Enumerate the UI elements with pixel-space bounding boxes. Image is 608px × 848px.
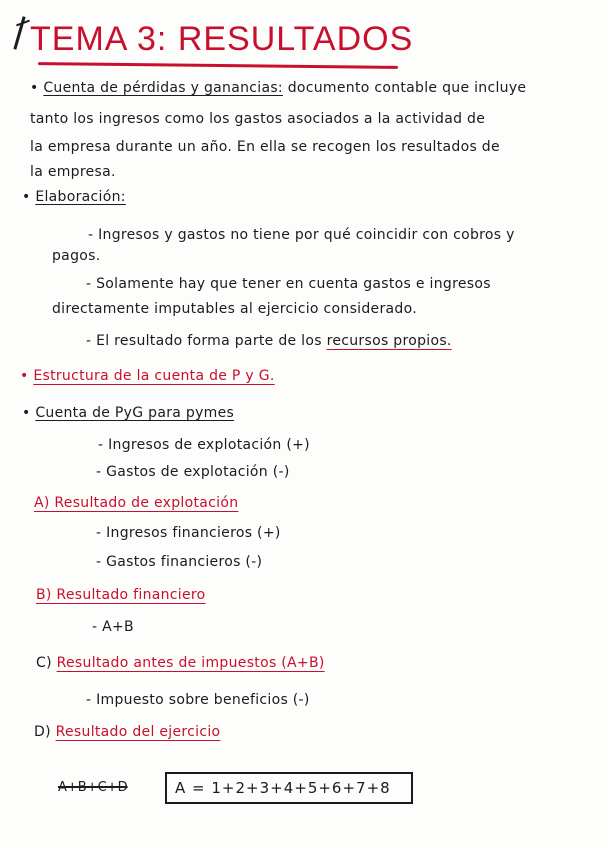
estructura-heading: • Estructura de la cuenta de P y G. <box>20 368 275 384</box>
intro-line-3: la empresa durante un año. En ella se recogen los resultados de <box>30 139 500 155</box>
intro-line-1: • Cuenta de pérdidas y ganancias: documento contable que incluye <box>30 80 527 96</box>
ingresos-financieros: - Ingresos financieros (+) <box>96 525 281 541</box>
page-title: TEMA 3: RESULTADOS <box>30 20 414 58</box>
resultado-ejercicio-label: D) Resultado del ejercicio <box>34 724 221 740</box>
elaboracion-item-1-cont: pagos. <box>52 248 101 264</box>
impuesto-beneficios: - Impuesto sobre beneficios (-) <box>86 692 310 708</box>
formula-text: A = 1+2+3+4+5+6+7+8 <box>175 779 391 797</box>
intro-line-4: la empresa. <box>30 164 116 180</box>
ingresos-explotacion: - Ingresos de explotación (+) <box>98 437 310 453</box>
intro-term: Cuenta de pérdidas y ganancias: <box>43 80 283 96</box>
intro-line-2: tanto los ingresos como los gastos asociados a la actividad de <box>30 111 486 127</box>
recursos-propios-term: recursos propios. <box>326 333 452 349</box>
elaboracion-item-2: - Solamente hay que tener en cuenta gastos e ingresos <box>86 276 491 292</box>
elaboracion-item-2-cont: directamente imputables al ejercicio considerado. <box>52 301 417 317</box>
elaboracion-item-3: - El resultado forma parte de los recursos propios. <box>86 333 452 349</box>
struck-text: A+B+C+D <box>58 780 128 795</box>
gastos-financieros: - Gastos financieros (-) <box>96 554 263 570</box>
gastos-explotacion: - Gastos de explotación (-) <box>96 464 290 480</box>
elaboracion-item-1: - Ingresos y gastos no tiene por qué coincidir con cobros y <box>88 227 515 243</box>
title-underline <box>38 62 398 69</box>
formula-box <box>165 772 413 804</box>
elaboracion-heading: • Elaboración: <box>22 189 126 205</box>
a-plus-b: - A+B <box>92 619 134 635</box>
resultado-explotacion-label: A) Resultado de explotación <box>34 495 239 511</box>
resultado-financiero-label: B) Resultado financiero <box>36 587 206 603</box>
pymes-heading: • Cuenta de PyG para pymes <box>22 405 235 421</box>
resultado-antes-impuestos-label: C) Resultado antes de impuestos (A+B) <box>36 655 325 671</box>
